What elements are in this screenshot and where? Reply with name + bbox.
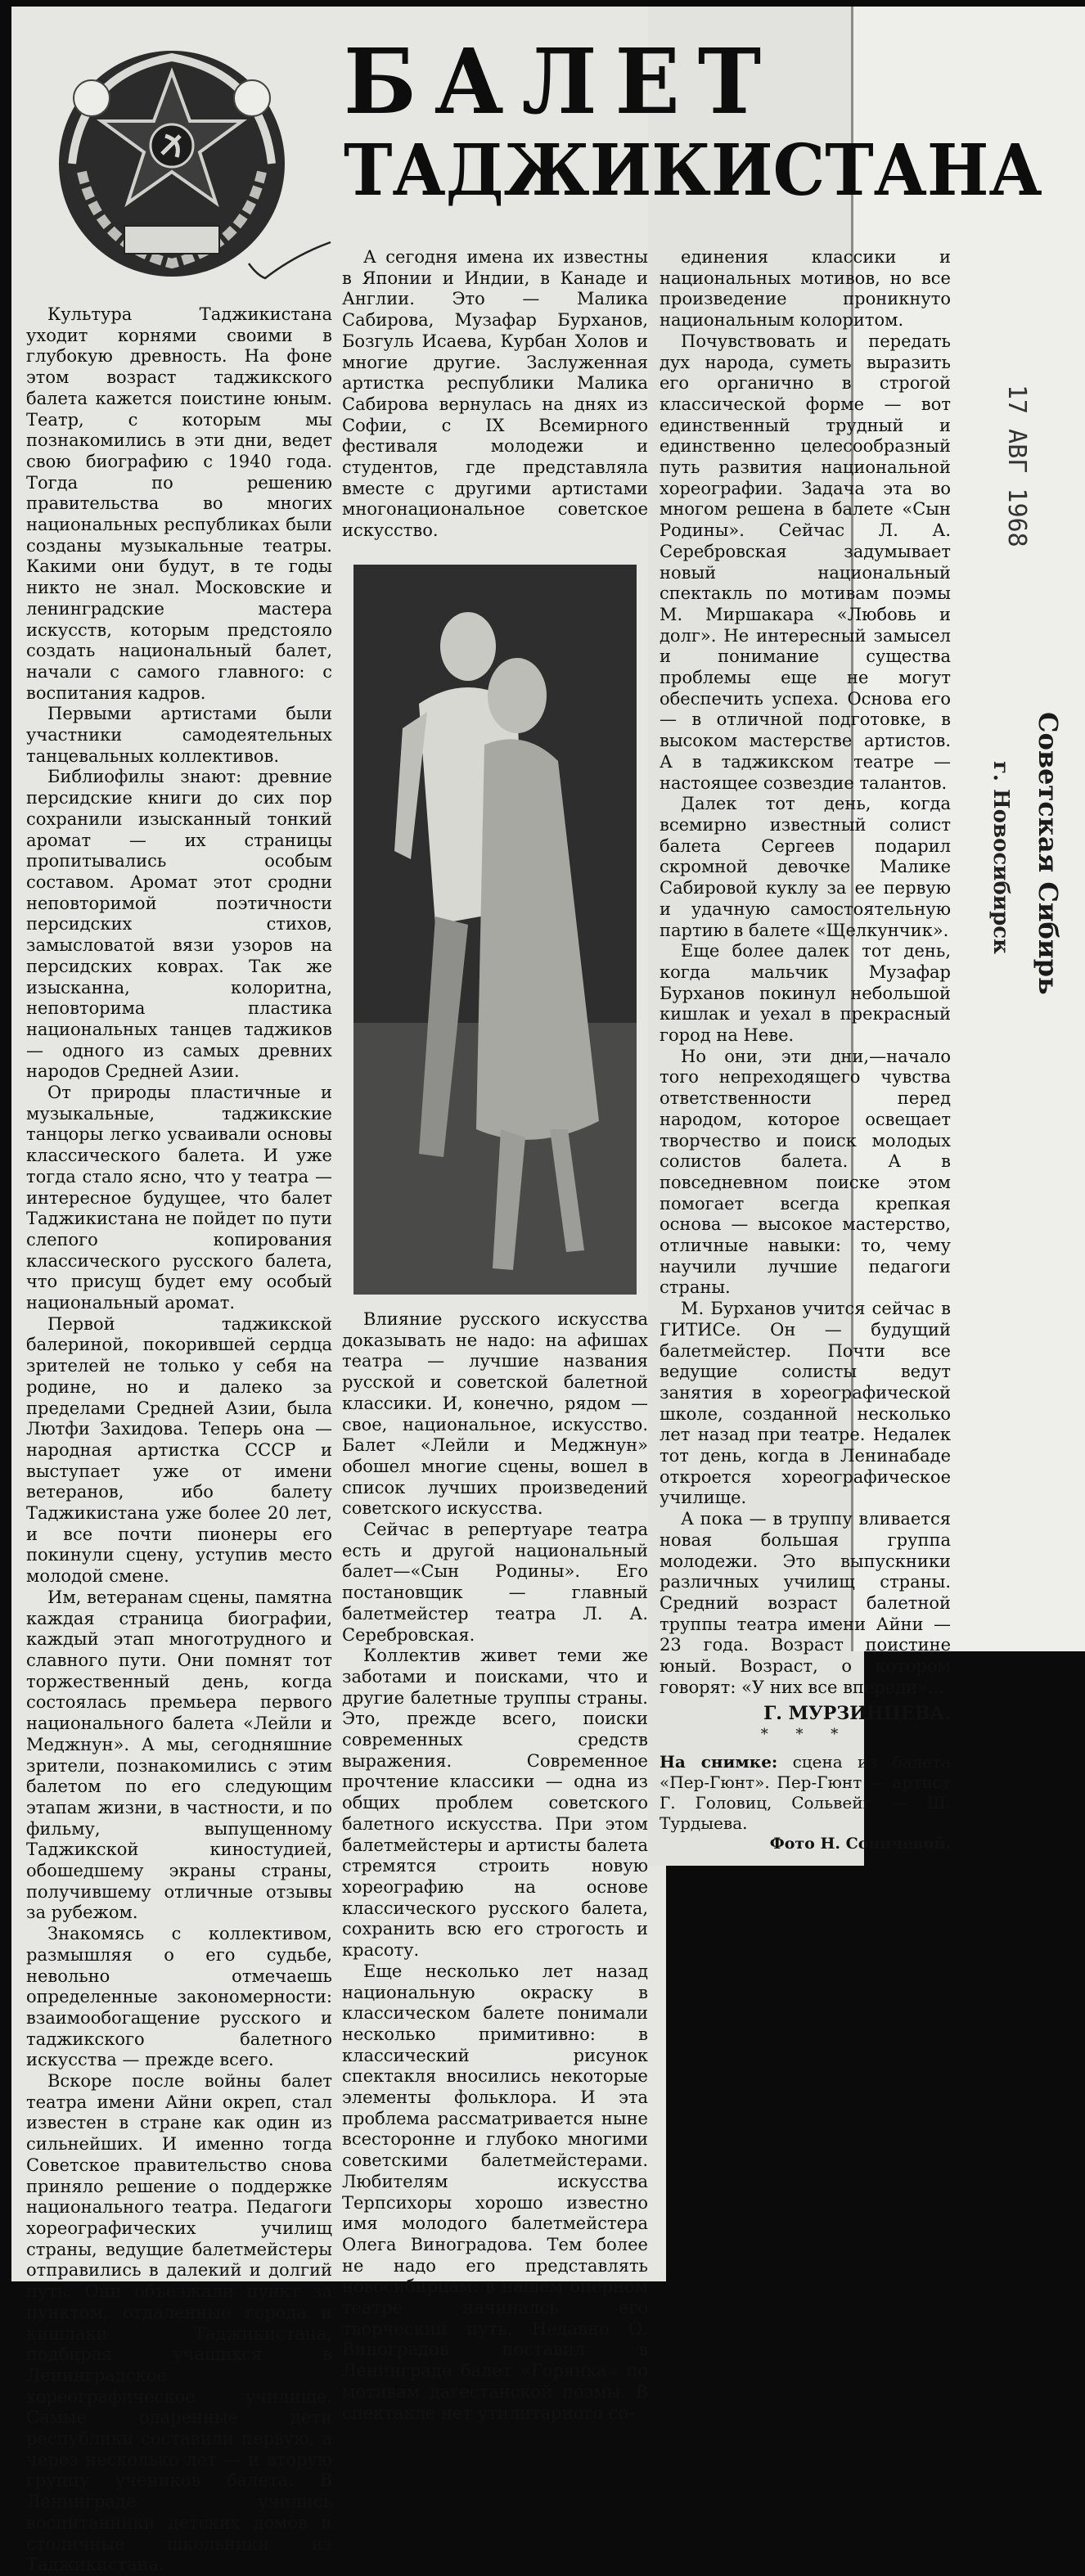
paragraph: М. Бурханов учится сейчас в ГИТИСе. Он — будущий балетмейстер. Почти все ведущие солисты ведут занятия в хореографической школе, созданной несколько лет назад при театре. Недалек тот день, когда в Ленинабаде откроется хореографическое училище. xyxy=(660,1299,951,1508)
date-stamp: 17 АВГ 1968 xyxy=(1002,385,1031,547)
article-column-2-top xyxy=(342,247,648,542)
photo-credit: Фото Н. Соничевой. xyxy=(769,1834,951,1853)
paragraph: Вскоре после войны балет театра имени Айни окреп, стал известен в стране как один из сильнейших. И именно тогда Советское правительство снова приняло решение о поддержке национального театра. Педагоги хореографических училищ страны, ведущие балетмейстеры отправились в далекий и долгий путь. Они объезжали пункт за пунктом, отдаленные города и кишлаки Таджикистана, подбирая учащихся в Ленинградское хореографическое училище. Самые одаренные дети республики составили первую, а через несколько лет — и вторую группу учеников балета. В Ленинграде учились воспитанники детских домов и столичные школьники из Таджикистана. xyxy=(26,2071,332,2575)
paragraph: единения классики и национальных мотивов, но все произведение проникнуто национальным колоритом. xyxy=(660,247,951,331)
paragraph: Коллектив живет теми же заботами и поисками, что и другие балетные труппы страны. Это, прежде всего, поиски современных средств выражения. Современное прочтение классики — одна из общих проблем советского балетного искусства. При этом балетмейстеры и артисты балета стремятся строить новую хореографию на основе классического русского балета, сохранить всю его строгость и красоту. xyxy=(342,1646,648,1961)
article-column-3 xyxy=(660,247,951,1855)
paragraph: Первыми артистами были участники самодеятельных танцевальных коллективов. xyxy=(26,704,332,766)
paragraph: Сейчас в репертуаре театра есть и другой национальный балет—«Сын Родины». Его постановщик — главный балетмейстер театра Л. А. Серебровская. xyxy=(342,1520,648,1645)
paragraph: Знакомясь с коллективом, размышляя о его судьбе, невольно отмечаешь определенные закономерности: взаимообогащение русского и таджикского балетного искусства — прежде всего. xyxy=(26,1924,332,2070)
caption-label: На снимке: xyxy=(660,1751,778,1772)
city-stamp: г. Новосибирск xyxy=(988,761,1013,954)
article-column-2-bottom xyxy=(342,1309,648,2424)
pen-checkmark-icon xyxy=(245,239,335,288)
paragraph: Библиофилы знают: древние персидские книги до сих пор сохранили изысканный тонкий аромат — их страницы пропитывались особым составом. Аромат этот сродни неповторимой поэтичности персидских стихов, замысловатой вязи узоров на персидских коврах. Так же изысканна, колоритна, неповторима пластика национальных танцев таджиков — одного из самых древних народов Средней Азии. xyxy=(26,767,332,1082)
paragraph: Далек тот день, когда всемирно известный солист балета Сергеев подарил скромной девочке Малике Сабировой куклу за ее первую и удачную самостоятельную партию в балете «Щелкунчик». xyxy=(660,794,951,940)
ballet-photo xyxy=(353,565,637,1295)
paragraph: Культура Таджикистана уходит корнями своими в глубокую древность. На фоне этом возраст таджикского балета кажется поистине юным. Театр, с которым мы познакомились в эти дни, ведет свою биографию с 1940 года. Тогда по решению правительства во многих национальных республиках были созданы музыкальные театры. Какими они будут, в те годы никто не знал. Московские и ленинградские мастера искусств, которым предстояло создать национальный балет, начали с самого главного: с воспитания кадров. xyxy=(26,304,332,703)
paragraph: Почувствовать и передать дух народа, суметь выразить его органично в строгой классической форме — вот единственный трудный и единственно целесообразный путь развития национальной хореографии. Задача эта во многом решена в балете «Сын Родины». Сейчас Л. А. Серебровская задумывает новый национальный спектакль по мотивам поэмы М. Миршакара «Любовь и долг». Не интересный замысел и понимание существа проблемы еще не могут обеспечить успеха. Основа его — в отличной подготовке, в высоком мастерстве артистов. А в таджикском театре — настоящее созвездие талантов. xyxy=(660,331,951,793)
paragraph: Еще несколько лет назад национальную окраску в классическом балете понимали несколько примитивно: в классический рисунок спектакля вносились некоторые элементы фольклора. И эта проблема рассматривается ныне всесторонне и глубоко многими советскими балетмейстерами. Любителям искусства Терпсихоры хорошо известно имя молодого балетмейстера Олега Виноградова. Тем более не надо его представлять новосибирцам: в нашем оперном театре начиналсь его творческий путь. Недавно О. Виноградов поставил в Ленинграде балет «Горянка» по мотивам дагестанской поэмы. В спектакле нет утилитарного со- xyxy=(342,1961,648,2423)
headline-line-1: БАЛЕТ xyxy=(344,28,780,135)
caption-text: сцена из балета «Пер-Гюнт». Пер-Гюнт — артист Г. Головиц, Сольвейг — Ш. Турдыева. xyxy=(660,1751,951,1833)
paragraph: Влияние русского искусства доказывать не надо: на афишах театра — лучшие названия русской и советской балетной классики. И, конечно, рядом — свое, национальное, искусство. Балет «Лейли и Меджнун» обошел многие сцены, вошел в список лучших произведений советского искусства. xyxy=(342,1309,648,1519)
headline-line-2: ТАДЖИКИСТАНА xyxy=(344,129,1042,212)
paragraph: Еще более далек тот день, когда мальчик Музафар Бурханов покинул небольшой кишлак и уехал в прекрасный город на Неве. xyxy=(660,941,951,1046)
newspaper-name-stamp: Советская Сибирь xyxy=(1033,712,1064,995)
paragraph: От природы пластичные и музыкальные, таджикские танцоры легко усваивали основы классического балета. И уже тогда стало ясно, что у театра — интересное будущее, что балет Таджикистана не пойдет по пути слепого копирования классического русского балета, что присущ будет ему особый национальный аромат. xyxy=(26,1083,332,1313)
photo-caption xyxy=(660,1752,951,1834)
paragraph: Первой таджикской балериной, покорившей сердца зрителей не только у себя на родине, но и далеко за пределами Средней Азии, была Лютфи Захидова. Теперь она — народная артистка СССР и выступает уже от имени ветеранов, ибо балету Таджикистана уже более 20 лет, и все почти пионеры его покинули сцену, уступив место молодой смене. xyxy=(26,1313,332,1587)
author-signature: Г. МУРЗИНЦЕВА. xyxy=(763,1702,951,1724)
paragraph: Им, ветеранам сцены, памятна каждая страница биографии, каждый этап многотрудного и славного пути. Они помнят тот торжественный день, когда состоялась премьера первого национального балета «Лейли и Меджнун». А мы, сегодняшние зрители, познакомились с этим балетом по его следующим этапам жизни, в частности, и по фильму, выпущенному Таджикской киностудией, обошедшему экраны страны, получившему отличные отзывы за рубежом. xyxy=(26,1587,332,1923)
article-headline xyxy=(344,28,1085,212)
paragraph: А пока — в труппу вливается новая большая группа молодежи. Это выпускники различных училищ страны. Средний возраст балетной труппы театра имени Айни — 23 года. Возраст поистине юный. Возраст, о котором говорят: «У них все впереди»... xyxy=(660,1509,951,1697)
paragraph: Но они, эти дни,—начало того непреходящего чувства ответственности перед народом, которое освещает творчество и поиск молодых солистов балета. А в повседневном поиске этом помогает всегда крепкая основа — высокое мастерство, отличные навыки: то, чему научили лучшие педагоги страны. xyxy=(660,1046,951,1298)
separator-stars: * * * xyxy=(760,1726,850,1744)
paragraph: А сегодня имена их известны в Японии и Индии, в Канаде и Англии. Это — Малика Сабирова, Музафар Бурханов, Бозгуль Исаева, Курбан Холов и многие другие. Заслуженная артистка республики Малика Сабирова вернулась на днях из Софии, с IX Всемирного фестиваля молодежи и студентов, где представляла вместе с другими артистами многонациональное советское искусство. xyxy=(342,247,648,541)
article-column-1 xyxy=(26,304,332,2576)
